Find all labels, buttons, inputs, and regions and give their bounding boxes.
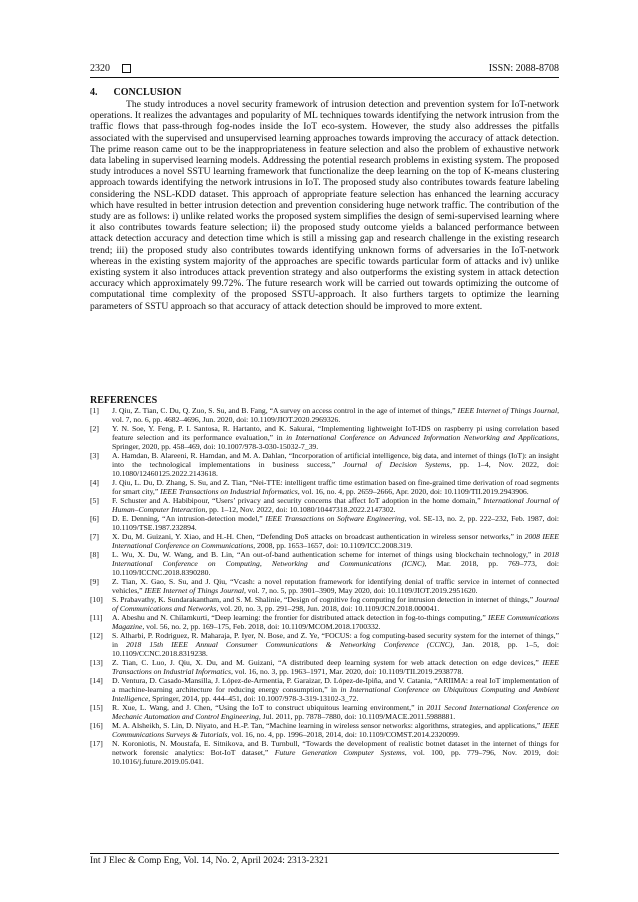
reference-text xyxy=(112,514,559,532)
reference-authors-title: N. Koroniotis, N. Moustafa, E. Sitnikova, and B. Turnbull, “Towards the development of realistic botnet dataset in the internet of things for network forensic analytics: Bot-IoT dataset,” xyxy=(112,739,559,757)
reference-details: , vol. 7, no. 5, pp. 3901–3909, May 2020, doi: 10.1109/JIOT.2019.2951620. xyxy=(243,586,478,595)
reference-text xyxy=(112,550,559,577)
header-left xyxy=(90,63,131,74)
reference-text xyxy=(112,703,559,721)
references-list xyxy=(90,406,559,766)
reference-authors-title: Z. Tian, X. Gao, S. Su, and J. Qiu, “Vcash: a novel reputation framework for identifying denial of traffic service in internet of connected vehicles,” xyxy=(112,577,559,595)
reference-number: [14] xyxy=(90,676,103,685)
reference-number: [1] xyxy=(90,406,99,415)
reference-venue: 2011 Second International Conference on Mechanic Automation and Control Engineering xyxy=(112,703,559,721)
reference-item xyxy=(90,550,559,577)
reference-number: [12] xyxy=(90,631,103,640)
reference-venue: in International Conference on Ubiquitous Computing and Ambient Intelligence xyxy=(112,685,559,703)
reference-authors-title: J. Qiu, Z. Tian, C. Du, Q. Zuo, S. Su, and B. Fang, “A survey on access control in the age of internet of things,” xyxy=(112,406,458,415)
reference-item xyxy=(90,721,559,739)
reference-text xyxy=(112,613,559,631)
square-box-icon xyxy=(122,64,131,73)
reference-authors-title: L. Wu, X. Du, W. Wang, and B. Lin, “An out-of-band authentication scheme for internet of things using blockchain technology,” in xyxy=(112,550,544,559)
reference-item xyxy=(90,424,559,451)
reference-details: , vol. 16, no. 4, pp. 1996–2018, 2014, doi: 10.1109/COMST.2014.2320099. xyxy=(227,730,460,739)
reference-number: [4] xyxy=(90,478,99,487)
reference-details: , vol. 16, no. 4, pp. 2659–2666, Apr. 2020, doi: 10.1109/TII.2019.2943906. xyxy=(297,487,529,496)
reference-venue: IEEE Transactions on Industrial Informatics xyxy=(160,487,298,496)
reference-text xyxy=(112,424,559,451)
page-header xyxy=(90,60,559,76)
reference-authors-title: F. Schuster and A. Habibipour, “Users’ privacy and security concerns that affect IoT adoption in the home domain,” xyxy=(112,496,484,505)
reference-details: , Jan. 2018, pp. 1–5, doi: 10.1109/CCNC.2018.8319238. xyxy=(112,640,559,658)
reference-text xyxy=(112,721,559,739)
reference-venue: International Journal of Human–Computer Interaction xyxy=(112,496,559,514)
reference-number: [15] xyxy=(90,703,103,712)
reference-number: [16] xyxy=(90,721,103,730)
reference-text xyxy=(112,532,559,550)
reference-details: , vol. 16, no. 3, pp. 1963–1971, Mar. 2020, doi: 10.1109/TII.2019.2938778. xyxy=(230,667,464,676)
page-footer: Int J Elec & Comp Eng, Vol. 14, No. 2, April 2024: 2313-2321 xyxy=(90,856,329,866)
reference-venue: Journal of Communications and Networks xyxy=(112,595,559,613)
reference-number: [9] xyxy=(90,577,99,586)
reference-item xyxy=(90,577,559,595)
reference-item xyxy=(90,676,559,703)
reference-venue: IEEE Internet of Things Journal xyxy=(144,586,244,595)
reference-details: , vol. 7, no. 6, pp. 4682–4696, Jun. 2020, doi: 10.1109/JIOT.2020.2969326. xyxy=(112,406,560,424)
reference-authors-title: R. Xue, L. Wang, and J. Chen, “Using the IoT to construct ubiquitous learning environment,” in xyxy=(112,703,427,712)
reference-item xyxy=(90,532,559,550)
reference-details: , vol. 20, no. 3, pp. 291–298, Jun. 2018, doi: 10.1109/JCN.2018.000041. xyxy=(216,604,440,613)
reference-authors-title: M. A. Alsheikh, S. Lin, D. Niyato, and H.-P. Tan, “Machine learning in wireless sensor networks: algorithms, strategies, and applications,” xyxy=(112,721,543,730)
reference-text xyxy=(112,478,559,496)
reference-number: [5] xyxy=(90,496,99,505)
reference-authors-title: S. Alharbi, P. Rodriguez, R. Maharaja, P. Iyer, N. Bose, and Z. Ye, “FOCUS: a fog computing-based security system for the internet of things,” in xyxy=(112,631,559,649)
reference-text xyxy=(112,676,559,703)
reference-text xyxy=(112,658,559,676)
reference-venue: IEEE Communications Magazine xyxy=(112,613,559,631)
reference-text xyxy=(112,739,559,766)
reference-venue: IEEE Internet of Things Journal xyxy=(457,406,558,415)
reference-text xyxy=(112,631,559,658)
reference-venue: Journal of Decision Systems xyxy=(343,460,450,469)
reference-details: , Jul. 2011, pp. 7878–7880, doi: 10.1109/MACE.2011.5988881. xyxy=(258,712,456,721)
reference-number: [3] xyxy=(90,451,99,460)
reference-venue: IEEE Communications Surveys & Tutorials xyxy=(112,721,559,739)
reference-details: , Springer, 2020, pp. 458–469, doi: 10.1007/978-3-030-15032-7_39. xyxy=(112,433,559,451)
issn-label: ISSN: 2088-8708 xyxy=(488,62,559,74)
header-rule xyxy=(90,77,559,78)
reference-number: [8] xyxy=(90,550,99,559)
reference-number: [10] xyxy=(90,595,103,604)
reference-item xyxy=(90,658,559,676)
reference-authors-title: Z. Tian, C. Luo, J. Qiu, X. Du, and M. Guizani, “A distributed deep learning system for web attack detection on edge devices,” xyxy=(112,658,543,667)
section-number: 4. xyxy=(90,87,98,98)
footer-rule xyxy=(90,853,559,854)
reference-venue: in International Conference on Advanced Information Networking and Applications xyxy=(286,433,558,442)
reference-authors-title: D. Ventura, D. Casado-Mansilla, J. López-de-Armentia, P. Garaizar, D. López-de-Ipiña, and V. Catania, “ARIIMA: a real IoT implementation of a machine-learning architecture for reducing energy consumption,” in xyxy=(112,676,559,694)
conclusion-paragraph: The study introduces a novel security framework of intrusion detection and prevention system for IoT-network operations. It realizes the advantages and popularity of ML techniques towards identifying the network intrusion from the traffic flows that pass-through fog-nodes inside the IoT eco-system. However, the study also addresses the pitfalls associated with the supervised and unsupervised learning approaches towards improving the accuracy of attack detection. The prime reason came out to be the inappropriateness in feature selection and also the problem of exhaustive network data labeling in supervised learning models. Addressing the potential research problems in existing system. The proposed study introduces a novel SSTU learning framework that functionalize the deep learning on the top of K-means clustering approach towards identifying the network intrusions in IoT. The proposed study also contributes towards feature labeling considering the NSL-KDD dataset. This approach of appropriate feature selection has enhanced the learning accuracy which have resulted in better intrusion detection and prevention considering huge network traffic. The contribution of the study are as follows: i) unlike related works the proposed system simplifies the design of semi-supervised learning where it also contributes towards feature selection; ii) the proposed study outcome yields a balanced performance between attack detection accuracy and detection time which is still a missing gap and research challenge in the existing research trend; iii) the proposed study also contributes towards identifying unknown forms of adversaries in the IoT-network whereas in the existing system majority of the approaches are specific towards particular form of attacks and iv) unlike existing system it also introduces attack prevention strategy and also outperforms the existing system in attack detection accuracy which approximately 99.72%. The future research work will be carried out towards optimizing the outcome of computational time complexity of the proposed SSTU-approach. It also furthers targets to optimize the learning parameters of SSTU approach so that accuracy of attack detection should be improved to more extent. xyxy=(90,99,559,312)
reference-item xyxy=(90,514,559,532)
reference-details: , Mar. 2018, pp. 769–773, doi: 10.1109/ICCNC.2018.8390280. xyxy=(112,559,559,577)
reference-details: , vol. 56, no. 2, pp. 169–175, Feb. 2018, doi: 10.1109/MCOM.2018.1700332. xyxy=(142,622,381,631)
reference-details: , vol. SE-13, no. 2, pp. 222–232, Feb. 1987, doi: 10.1109/TSE.1987.232894. xyxy=(112,514,559,532)
reference-authors-title: A. Abeshu and N. Chilamkurti, “Deep learning: the frontier for distributed attack detection in fog-to-things computing,” xyxy=(112,613,488,622)
reference-item xyxy=(90,406,559,424)
reference-venue: IEEE Transactions on Software Engineering xyxy=(265,514,405,523)
section-title: CONCLUSION xyxy=(113,87,182,98)
references-heading: REFERENCES xyxy=(90,395,158,406)
reference-venue: 2018 15th IEEE Annual Consumer Communications & Networking Conference (CCNC) xyxy=(126,640,453,649)
reference-number: [13] xyxy=(90,658,103,667)
reference-item xyxy=(90,613,559,631)
reference-item xyxy=(90,631,559,658)
reference-item xyxy=(90,478,559,496)
reference-text xyxy=(112,595,559,613)
reference-authors-title: A. Hamdan, B. Alareeni, R. Hamdan, and M. A. Dahlan, “Incorporation of artificial intelligence, big data, and internet of things (IoT): an insight into the technological implementations in business success,” xyxy=(112,451,559,469)
reference-details: , 2008, pp. 1653–1657, doi: 10.1109/ICC.2008.319. xyxy=(253,541,413,550)
reference-authors-title: Y. N. Soe, Y. Feng, P. I. Santosa, R. Hartanto, and K. Sakurai, “Implementing lightweight IoT-IDS on raspberry pi using correlation based feature selection and its performance evaluation,” in xyxy=(112,424,559,442)
reference-text xyxy=(112,406,559,424)
reference-number: [2] xyxy=(90,424,99,433)
reference-authors-title: S. Prabavathy, K. Sundarakantham, and S. M. Shalinie, “Design of cognitive fog computing for intrusion detection in internet of things,” xyxy=(112,595,536,604)
reference-item xyxy=(90,595,559,613)
reference-details: , pp. 1–4, Nov. 2022, doi: 10.1080/12460125.2022.2143618. xyxy=(112,460,559,478)
reference-details: , vol. 100, pp. 779–796, Nov. 2019, doi: 10.1016/j.future.2019.05.041. xyxy=(112,748,559,766)
reference-number: [7] xyxy=(90,532,99,541)
reference-number: [6] xyxy=(90,514,99,523)
reference-venue: 2018 International Conference on Computing, Networking and Communications (ICNC) xyxy=(112,550,559,568)
reference-details: , Springer, 2014, pp. 444–451, doi: 10.1007/978-3-319-13102-3_72. xyxy=(148,694,359,703)
reference-item xyxy=(90,496,559,514)
reference-item xyxy=(90,703,559,721)
reference-text xyxy=(112,496,559,514)
reference-venue: 2008 IEEE International Conference on Communications xyxy=(112,532,559,550)
reference-authors-title: D. E. Denning, “An intrusion-detection model,” xyxy=(112,514,266,523)
reference-venue: IEEE Transactions on Industrial Informatics xyxy=(112,658,559,676)
reference-number: [17] xyxy=(90,739,103,748)
reference-item xyxy=(90,739,559,766)
reference-text xyxy=(112,451,559,478)
reference-venue: Future Generation Computer Systems xyxy=(274,748,405,757)
reference-authors-title: X. Du, M. Guizani, Y. Xiao, and H.-H. Chen, “Defending DoS attacks on broadcast authentication in wireless sensor networks,” in xyxy=(112,532,525,541)
reference-text xyxy=(112,577,559,595)
reference-item xyxy=(90,451,559,478)
reference-details: , pp. 1–12, Nov. 2022, doi: 10.1080/10447318.2022.2147302. xyxy=(205,505,396,514)
reference-authors-title: J. Qiu, L. Du, D. Zhang, S. Su, and Z. Tian, “Nei-TTE: intelligent traffic time estimation based on fine-grained time derivation of road segments for smart city,” xyxy=(112,478,559,496)
reference-number: [11] xyxy=(90,613,103,622)
section-heading xyxy=(90,87,181,98)
conclusion-body xyxy=(90,99,559,312)
page-number: 2320 xyxy=(90,62,110,74)
